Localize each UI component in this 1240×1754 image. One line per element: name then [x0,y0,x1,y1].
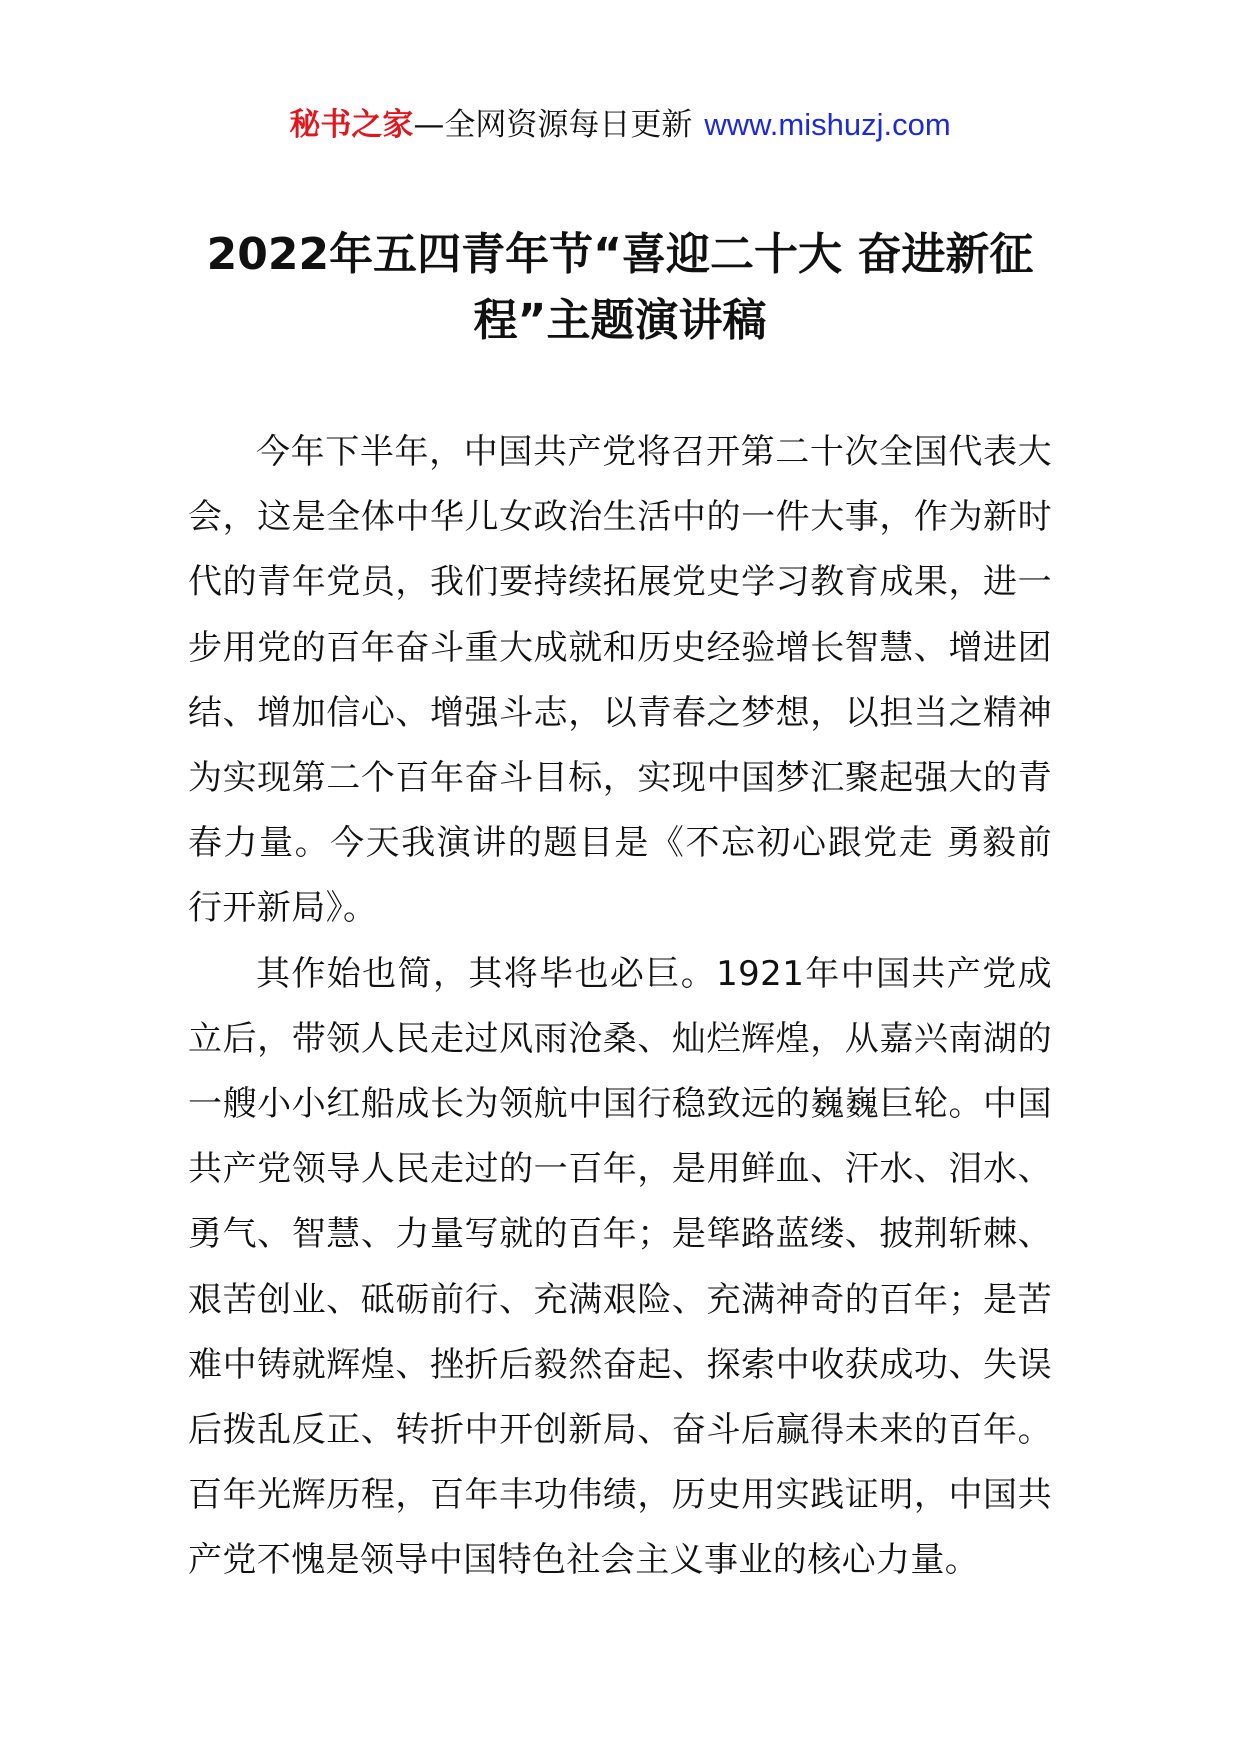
page-header [0,100,1240,150]
document-title: 2022年五四青年节“喜迎二十大 奋进新征程”主题演讲稿 [206,229,1034,346]
brand-name: 秘书之家 [289,107,414,143]
document-body [188,420,1052,1594]
paragraph-2: 其作始也简，其将毕也必巨。1921年中国共产党成立后，带领人民走过风雨沧桑、灿烂辉煌，从嘉兴南湖的一艘小小红船成长为领航中国行稳致远的巍巍巨轮。中国共产党领导人民走过的一百年，是用鲜血、汗水、泪水、勇气、智慧、力量写就的百年；是筚路蓝缕、披荆斩棘、艰苦创业、砥砺前行、充满艰险、充满神奇的百年；是苦难中铸就辉煌、挫折后毅然奋起、探索中收获成功、失误后拨乱反正、转折中开创新局、奋斗后赢得未来的百年。百年光辉历程，百年丰功伟绩，历史用实践证明，中国共产党不愧是领导中国特色社会主义事业的核心力量。 [188,953,1052,1581]
header-tagline: —全网资源每日更新 [413,107,693,143]
site-link[interactable]: www.mishuzj.com [704,107,951,142]
paragraph-1: 今年下半年，中国共产党将召开第二十次全国代表大会，这是全体中华儿女政治生活中的一件大事，作为新时代的青年党员，我们要持续拓展党史学习教育成果，进一步用党的百年奋斗重大成就和历史经验增长智慧、增进团结、增加信心、增强斗志，以青春之梦想，以担当之精神为实现第二个百年奋斗目标，实现中国梦汇聚起强大的青春力量。今天我演讲的题目是《不忘初心跟党走 勇毅前行开新局》。 [188,432,1052,929]
